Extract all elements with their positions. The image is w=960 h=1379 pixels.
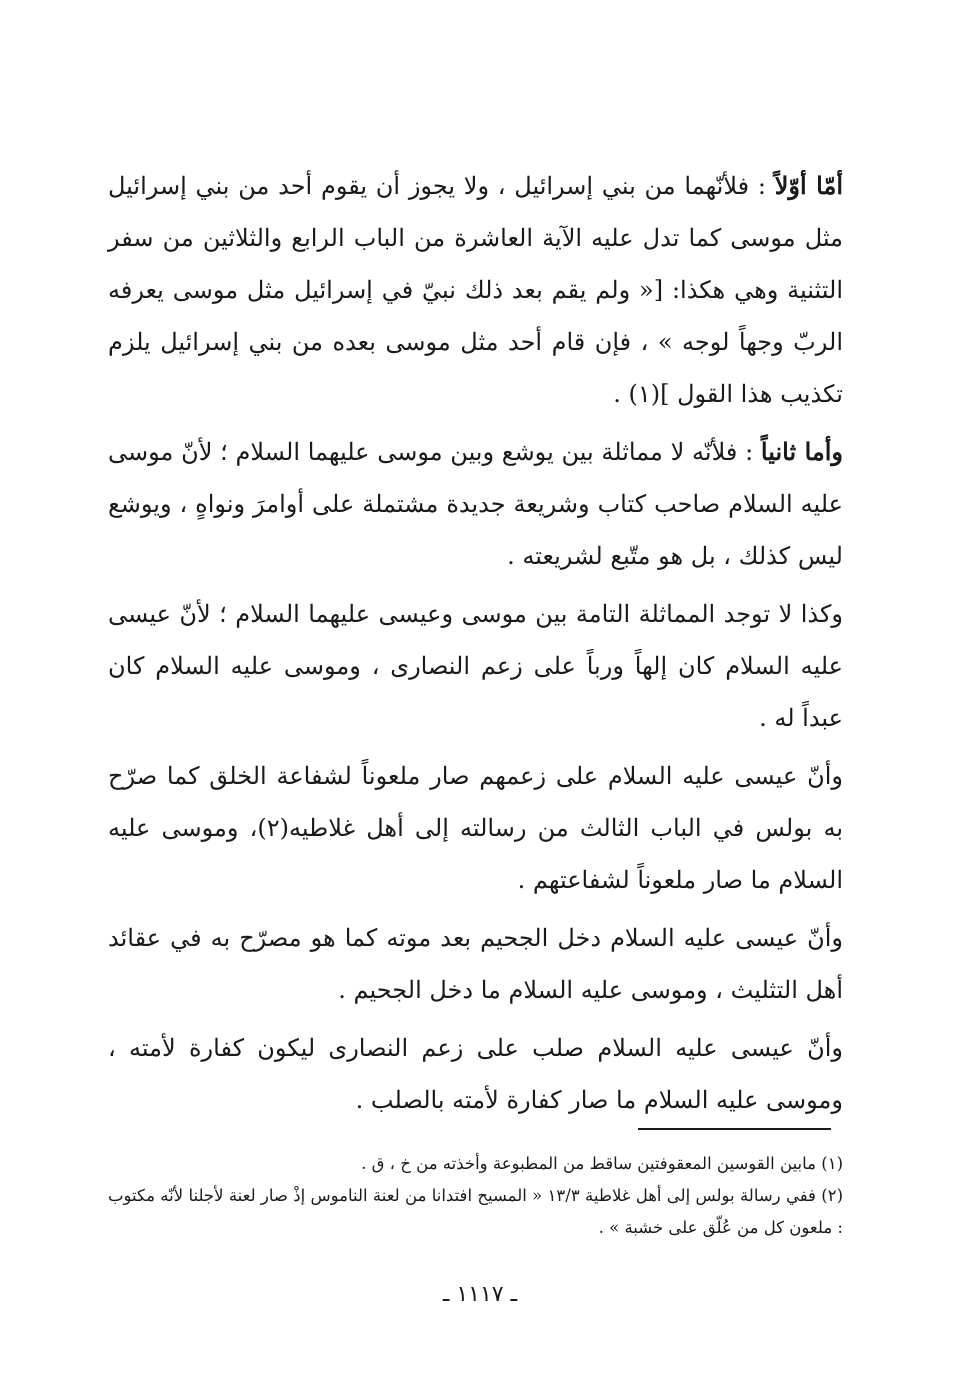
paragraph-1	[108, 160, 843, 420]
footnote-separator	[638, 1128, 831, 1130]
paragraph-text: : فلأنّهما من بني إسرائيل ، ولا يجوز أن يقوم أحد من بني إسرائيل مثل موسى كما تدل عليه الآية العاشرة من الباب الرابع والثلاثين من سفر التثنية وهي هكذا: [« ولم يقم بعد ذلك نبيّ في إسرائيل مثل موسى يعرفه الربّ وجهاً لوجه » ، فإن قام أحد مثل موسى بعده من بني إسرائيل يلزم تكذيب هذا القول ](١) .	[108, 172, 843, 408]
footnotes	[108, 1148, 843, 1244]
paragraph-text: وأنّ عيسى عليه السلام على زعمهم صار ملعوناً لشفاعة الخلق كما صرّح به بولس في الباب الثالث من رسالته إلى أهل غلاطيه(٢)، وموسى عليه السلام ما صار ملعوناً لشفاعتهم .	[108, 762, 844, 894]
paragraph-2	[108, 426, 843, 582]
main-text	[108, 160, 843, 1132]
paragraph-lead: وأما ثانياً	[760, 437, 844, 466]
paragraph-5	[108, 912, 843, 1016]
paragraph-6	[108, 1022, 843, 1126]
paragraph-lead: أمّا أوّلاً	[774, 171, 843, 200]
footnote-2: (٢) ففي رسالة بولس إلى أهل غلاطية ١٣/٣ « المسيح افتدانا من لعنة الناموس إذْ صار لعنة لأجلنا لأنّه مكتوب : ملعون كل من عُلّق على خشبة » .	[108, 1186, 843, 1237]
paragraph-text: وأنّ عيسى عليه السلام صلب على زعم النصارى ليكون كفارة لأمته ، وموسى عليه السلام ما صار كفارة لأمته بالصلب .	[108, 1034, 843, 1114]
paragraph-text: وأنّ عيسى عليه السلام دخل الجحيم بعد موته كما هو مصرّح به في عقائد أهل التثليث ، وموسى عليه السلام ما دخل الجحيم .	[108, 924, 843, 1004]
footnote-1: (١) مابين القوسين المعقوفتين ساقط من المطبوعة وأخذته من خ ، ق .	[361, 1154, 843, 1173]
paragraph-3	[108, 588, 843, 744]
paragraph-4	[108, 750, 843, 906]
page-number: ـ ١١١٧ ـ	[442, 1282, 518, 1307]
paragraph-text: وكذا لا توجد المماثلة التامة بين موسى وعيسى عليهما السلام ؛ لأنّ عيسى عليه السلام كان إلهاً ورباً على زعم النصارى ، وموسى عليه السلام كان عبداً له .	[108, 600, 843, 732]
paragraph-text: : فلأنّه لا مماثلة بين يوشع وبين موسى عليهما السلام ؛ لأنّ موسى عليه السلام صاحب كتاب وشريعة جديدة مشتملة على أوامرَ ونواهٍ ، ويوشع ليس كذلك ، بل هو متّبع لشريعته .	[108, 438, 843, 570]
